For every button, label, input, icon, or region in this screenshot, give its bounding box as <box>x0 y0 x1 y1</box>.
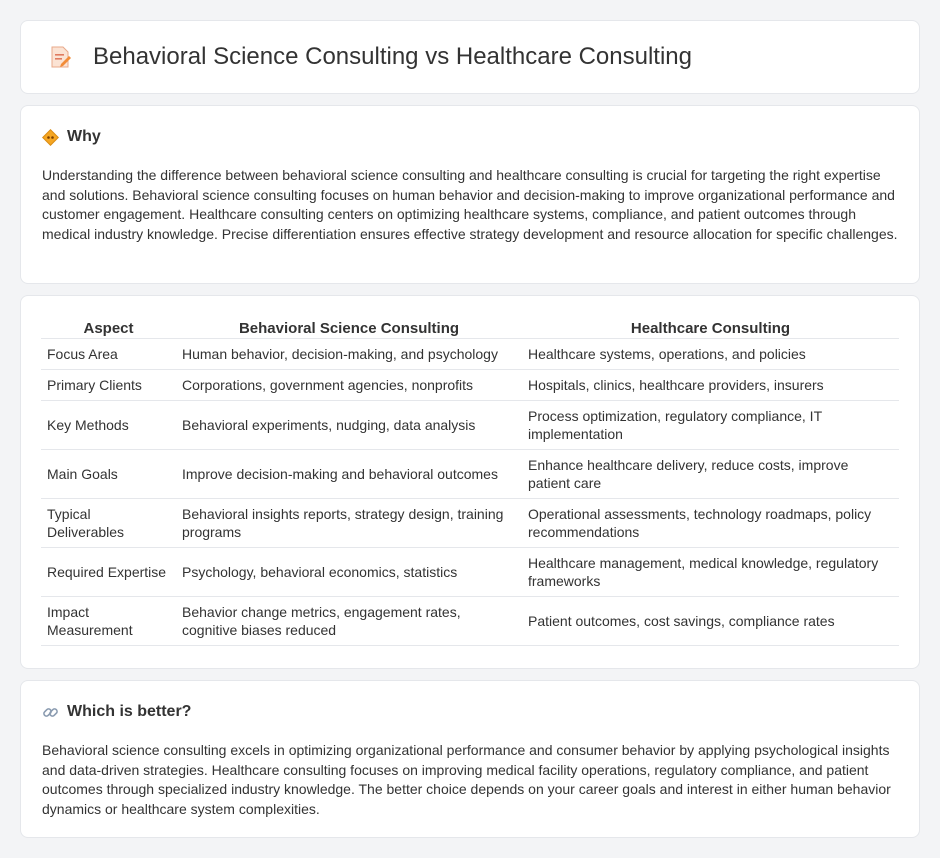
comparison-card <box>20 295 920 669</box>
better-text: Behavioral science consulting excels in optimizing organizational performance and consumer behavior by applying psychological insights and data-driven strategies. Healthcare consulting focuses on improving medical facility operations, regulatory compliance, and patient outcomes through specialized industry knowledge. The better choice depends on your career goals and interest in either human behavior dynamics or healthcare system complexities. <box>42 742 891 817</box>
comparison-table <box>41 316 899 646</box>
table-row <box>41 370 899 401</box>
table-cell: Impact Measurement <box>41 597 176 646</box>
table-cell: Healthcare management, medical knowledge, regulatory frameworks <box>522 548 899 597</box>
table-cell: Process optimization, regulatory compliance, IT implementation <box>522 401 899 450</box>
column-header-behavioral: Behavioral Science Consulting <box>176 316 522 339</box>
diamond-sign-icon <box>42 129 59 146</box>
table-cell: Hospitals, clinics, healthcare providers, insurers <box>522 370 899 401</box>
why-heading-label: Why <box>67 128 101 145</box>
table-cell: Behavioral experiments, nudging, data analysis <box>176 401 522 450</box>
table-cell: Behavioral insights reports, strategy design, training programs <box>176 499 522 548</box>
column-header-healthcare: Healthcare Consulting <box>522 316 899 339</box>
table-header-row <box>41 316 899 339</box>
title-card <box>20 20 920 94</box>
table-cell: Required Expertise <box>41 548 176 597</box>
table-row <box>41 499 899 548</box>
table-cell: Focus Area <box>41 339 176 370</box>
table-cell: Main Goals <box>41 450 176 499</box>
table-cell: Improve decision-making and behavioral outcomes <box>176 450 522 499</box>
table-cell: Primary Clients <box>41 370 176 401</box>
table-cell: Typical Deliverables <box>41 499 176 548</box>
table-cell: Enhance healthcare delivery, reduce costs, improve patient care <box>522 450 899 499</box>
table-cell: Healthcare systems, operations, and policies <box>522 339 899 370</box>
why-heading <box>42 128 898 146</box>
why-text: Understanding the difference between behavioral science consulting and healthcare consulting is crucial for targeting the right expertise and solutions. Behavioral science consulting focuses on human behavior and decision-making to improve organizational performance and customer engagement. Healthcare consulting centers on optimizing healthcare systems, compliance, and patient outcomes through medical industry knowledge. Precise differentiation ensures effective strategy development and resource allocation for specific challenges. <box>42 167 898 242</box>
better-heading-label: Which is better? <box>67 703 192 720</box>
table-row <box>41 597 899 646</box>
better-heading <box>42 703 898 721</box>
table-cell: Key Methods <box>41 401 176 450</box>
table-cell: Operational assessments, technology roadmaps, policy recommendations <box>522 499 899 548</box>
table-row <box>41 339 899 370</box>
table-cell: Behavior change metrics, engagement rates, cognitive biases reduced <box>176 597 522 646</box>
table-cell: Human behavior, decision-making, and psychology <box>176 339 522 370</box>
table-cell: Corporations, government agencies, nonprofits <box>176 370 522 401</box>
table-row <box>41 548 899 597</box>
which-better-section <box>20 680 920 838</box>
table-row <box>41 401 899 450</box>
table-cell: Patient outcomes, cost savings, compliance rates <box>522 597 899 646</box>
page-title: Behavioral Science Consulting vs Healthcare Consulting <box>93 43 692 70</box>
link-icon <box>42 704 59 721</box>
why-section <box>20 105 920 284</box>
table-cell: Psychology, behavioral economics, statistics <box>176 548 522 597</box>
column-header-aspect: Aspect <box>41 316 176 339</box>
table-row <box>41 450 899 499</box>
document-pencil-icon <box>47 44 73 70</box>
